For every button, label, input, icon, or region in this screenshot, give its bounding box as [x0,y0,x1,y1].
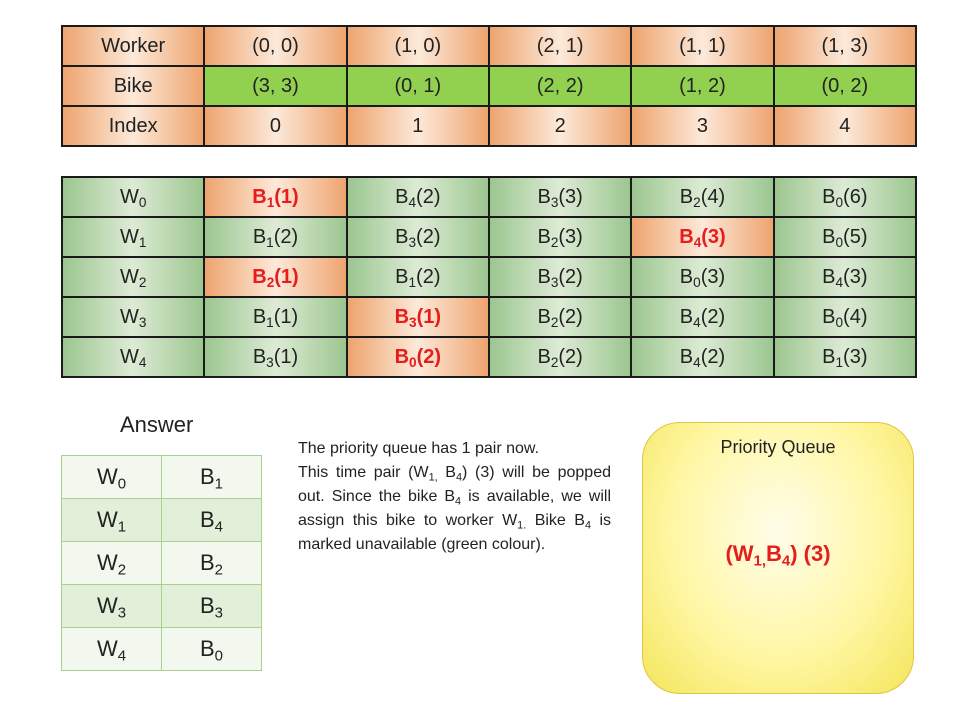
index-value: 3 [631,106,773,146]
bike-distance-cell: $B_1(1)$ [204,297,346,337]
preference-row [62,297,916,337]
bike-coord: (0, 1) [347,66,489,106]
answer-bike-cell: $B_0$ [162,628,262,671]
answer-row [62,499,262,542]
preference-row [62,177,916,217]
bike-coord: (0, 2) [774,66,916,106]
worker-label-cell: $W_0$ [62,177,204,217]
index-value: 2 [489,106,631,146]
index-label: Index [62,106,204,146]
index-value: 1 [347,106,489,146]
answer-row [62,628,262,671]
answer-bike-cell: $B_3$ [162,585,262,628]
bike-distance-cell: $B_0(6)$ [774,177,916,217]
bike-distance-cell: $B_2(2)$ [489,337,631,377]
explanation-paragraph-1: The priority queue has 1 pair now. [298,440,540,457]
worker-label-cell: $W_2$ [62,257,204,297]
answer-title: Answer [120,412,194,437]
chosen-bike-cell: $B_1(1)$ [204,177,346,217]
answer-row [62,585,262,628]
worker-coord: (1, 1) [631,26,773,66]
bike-distance-cell: $B_1(3)$ [774,337,916,377]
index-row [62,106,916,146]
chosen-bike-cell: $B_3(1)$ [347,297,489,337]
bike-distance-cell: $B_3(2)$ [489,257,631,297]
index-value: 0 [204,106,346,146]
priority-queue-title: Priority Queue [720,437,836,457]
chosen-bike-cell: $B_4(3)$ [631,217,773,257]
bike-distance-cell: $B_3(3)$ [489,177,631,217]
index-value: 4 [774,106,916,146]
bike-distance-cell: $B_1(2)$ [204,217,346,257]
worker-row [62,26,916,66]
bike-distance-cell: $B_4(2)$ [631,297,773,337]
answer-table [61,455,262,671]
answer-bike-cell: $B_2$ [162,542,262,585]
worker-bike-preference-matrix [61,176,917,378]
answer-row [62,456,262,499]
bike-distance-cell: $B_1(2)$ [347,257,489,297]
chosen-bike-cell: $B_0(2)$ [347,337,489,377]
worker-label: Worker [62,26,204,66]
bike-distance-cell: $B_0(3)$ [631,257,773,297]
worker-coord: (0, 0) [204,26,346,66]
chosen-bike-cell: $B_2(1)$ [204,257,346,297]
worker-coord: (1, 0) [347,26,489,66]
answer-worker-cell: $W_3$ [62,585,162,628]
priority-queue-item: $(W_{1,}B_4)$ (3) [725,541,831,570]
preference-row [62,337,916,377]
preference-row [62,257,916,297]
bike-distance-cell: $B_2(3)$ [489,217,631,257]
answer-worker-cell: $W_2$ [62,542,162,585]
bike-distance-cell: $B_2(4)$ [631,177,773,217]
bike-distance-cell: $B_0(5)$ [774,217,916,257]
bike-coord: (1, 2) [631,66,773,106]
bike-distance-cell: $B_3(1)$ [204,337,346,377]
bike-distance-cell: $B_4(2)$ [631,337,773,377]
worker-coord: (1, 3) [774,26,916,66]
bike-distance-cell: $B_0(4)$ [774,297,916,337]
worker-label-cell: $W_1$ [62,217,204,257]
bike-distance-cell: $B_2(2)$ [489,297,631,337]
bike-label: Bike [62,66,204,106]
bike-distance-cell: $B_4(3)$ [774,257,916,297]
worker-label-cell: $W_3$ [62,297,204,337]
preference-row [62,217,916,257]
bike-coord: (3, 3) [204,66,346,106]
answer-worker-cell: $W_1$ [62,499,162,542]
answer-row [62,542,262,585]
bike-distance-cell: $B_4(2)$ [347,177,489,217]
worker-coord: (2, 1) [489,26,631,66]
explanation-text [298,437,611,557]
answer-worker-cell: $W_4$ [62,628,162,671]
answer-worker-cell: $W_0$ [62,456,162,499]
answer-bike-cell: $B_4$ [162,499,262,542]
worker-label-cell: $W_4$ [62,337,204,377]
bike-row [62,66,916,106]
answer-bike-cell: $B_1$ [162,456,262,499]
bike-distance-cell: $B_3(2)$ [347,217,489,257]
explanation-paragraph-2: This time pair ($W_{1,}$ $B_4$) (3) will be popped out. Since the bike $B_4$ is available, we will assign this bike to worker $W_{1.}$ Bike $B_4$ is marked unavailable (green colour). [298,464,611,553]
bike-coord: (2, 2) [489,66,631,106]
worker-bike-info-table [61,25,917,147]
priority-queue-box [642,422,914,694]
